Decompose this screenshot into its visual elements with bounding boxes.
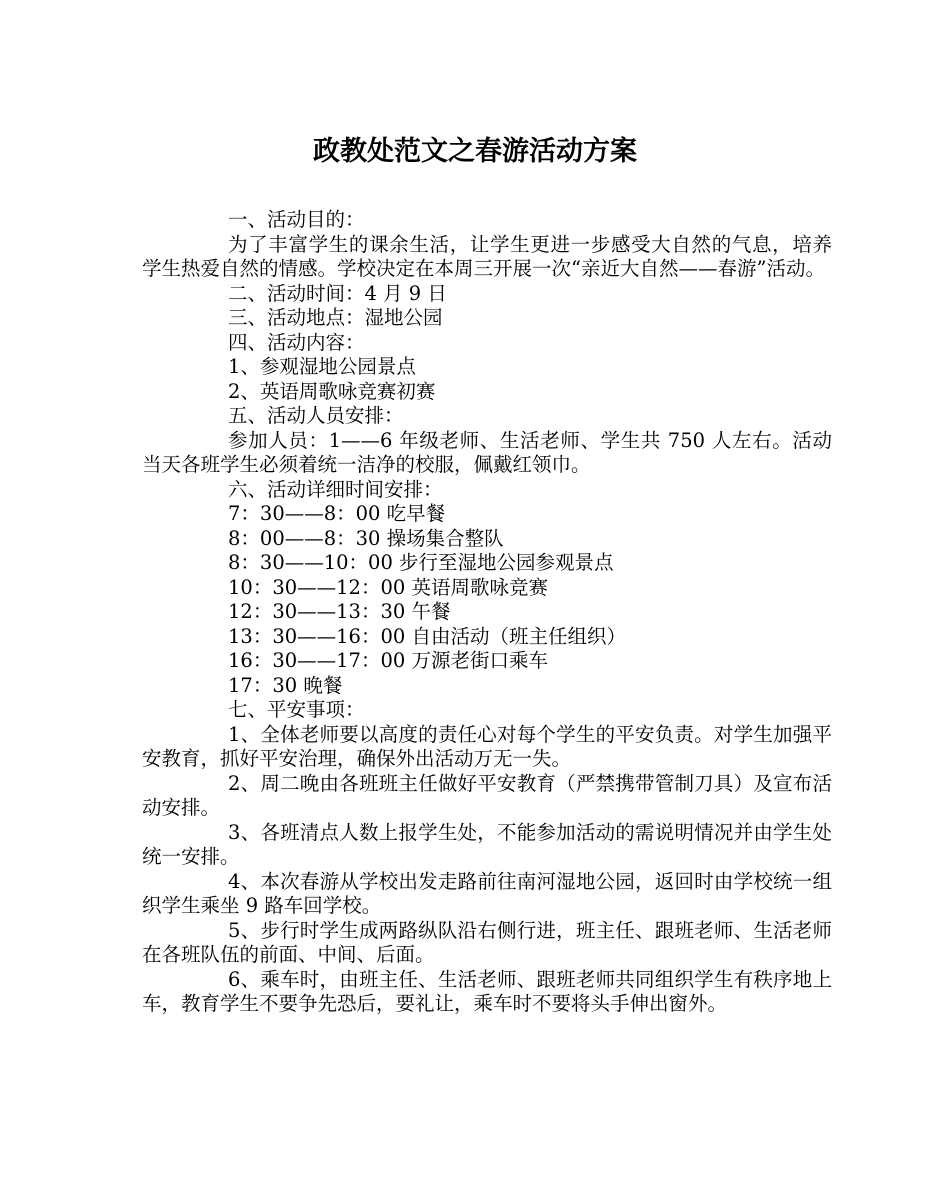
- content-item: 2、英语周歌咏竞赛初赛: [228, 379, 436, 403]
- safety-item: 2、周二晚由各班班主任做好平安教育（严禁携带管制刀具）及宣布活动安排。: [142, 771, 832, 819]
- activity-location: 三、活动地点：湿地公园: [228, 306, 443, 329]
- purpose-paragraph: 为了丰富学生的课余生活，让学生更进一步感受大自然的气息，培养学生热爱自然的情感。学校决定在本周三开展一次“亲近大自然——春游”活动。: [142, 232, 832, 280]
- activity-time: 二、活动时间：4 月 9 日: [228, 281, 447, 305]
- section-heading-content: 四、活动内容：: [228, 330, 365, 354]
- schedule-item: 7：30——8：00 吃早餐: [228, 502, 446, 525]
- document-body: [142, 208, 832, 1017]
- schedule-item: 13：30——16：00 自由活动（班主任组织）: [228, 624, 626, 648]
- safety-item: 5、步行时学生成两路纵队沿右侧行进，班主任、跟班老师、生活老师在各班队伍的前面、中间、后面。: [142, 918, 832, 966]
- section-heading-staff: 五、活动人员安排：: [228, 404, 404, 427]
- schedule-item: 16：30——17：00 万源老街口乘车: [228, 649, 548, 672]
- schedule-item: 17：30 晚餐: [228, 673, 343, 697]
- safety-item: 1、全体老师要以高度的责任心对每个学生的平安负责。对学生加强平安教育，抓好平安治理，确保外出活动万无一失。: [142, 722, 832, 770]
- section-heading-schedule: 六、活动详细时间安排：: [228, 477, 443, 501]
- safety-item: 3、各班清点人数上报学生处，不能参加活动的需说明情况并由学生处统一安排。: [142, 820, 832, 868]
- document-title: 政教处范文之春游活动方案: [313, 136, 637, 167]
- safety-item: 4、本次春游从学校出发走路前往南河湿地公园，返回时由学校统一组织学生乘坐 9 路车回学校。: [142, 869, 832, 917]
- content-item: 1、参观湿地公园景点: [228, 355, 416, 378]
- safety-item: 6、乘车时，由班主任、生活老师、跟班老师共同组织学生有秩序地上车，教育学生不要争先恐后，要礼让，乘车时不要将头手伸出窗外。: [142, 967, 832, 1015]
- schedule-item: 8：30——10：00 步行至湿地公园参观景点: [228, 551, 614, 574]
- schedule-item: 10：30——12：00 英语周歌咏竞赛: [228, 575, 548, 599]
- schedule-item: 8：00——8：30 操场集合整队: [228, 526, 504, 550]
- section-heading-purpose: 一、活动目的：: [228, 208, 365, 231]
- schedule-item: 12：30——13：30 午餐: [228, 600, 451, 623]
- section-heading-safety: 七、平安事项：: [228, 698, 365, 721]
- staff-paragraph: 参加人员：1——6 年级老师、生活老师、学生共 750 人左右。活动当天各班学生必须着统一洁净的校服，佩戴红领巾。: [142, 428, 832, 476]
